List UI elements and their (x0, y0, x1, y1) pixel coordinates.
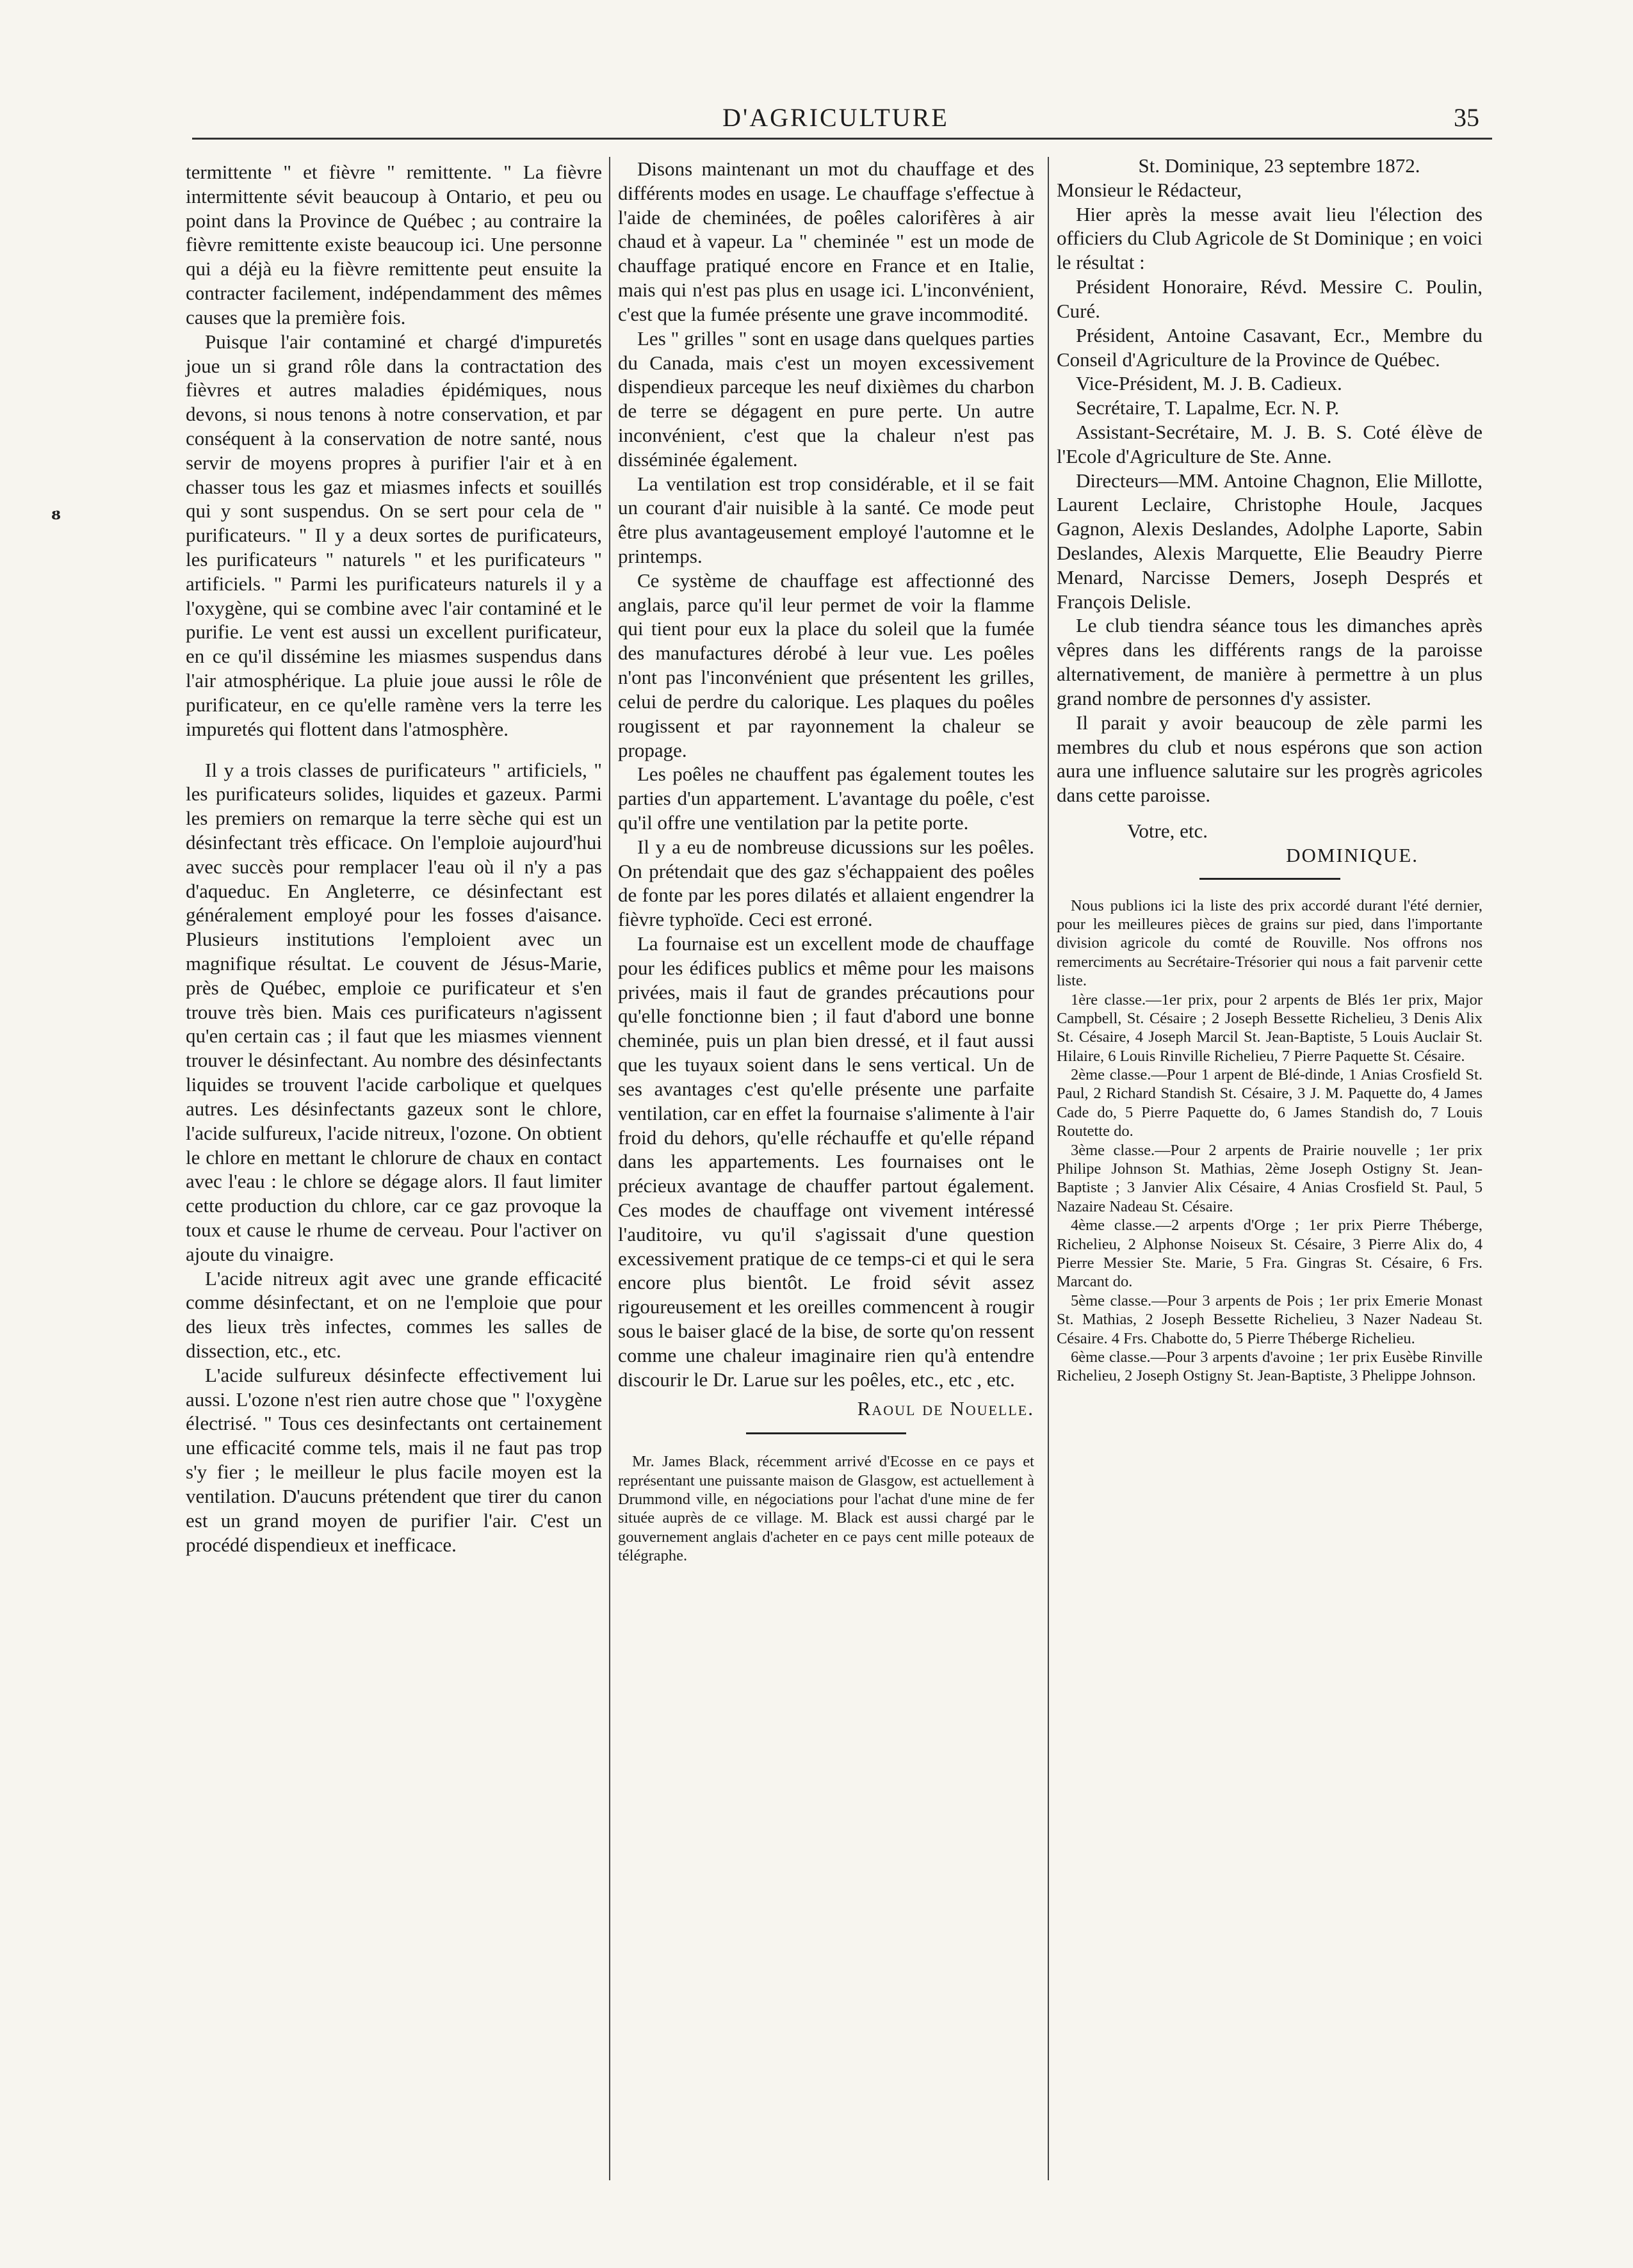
prize-item: 3ème classe.—Pour 2 arpents de Prairie nouvelle ; 1er prix Philipe Johnson St. Mathias, 2ème Joseph Ostigny St. Jean-Baptiste ; 3 Janvier Alix Césaire, 4 Anias Crosfield St. Paul, 5 Nazaire Nadeau St. Césaire. (1057, 1141, 1483, 1215)
paragraph: Il parait y avoir beaucoup de zèle parmi les membres du club et nous espérons que son action aura une influence salutaire sur les progrès agricoles dans cette paroisse. (1057, 711, 1483, 807)
prize-item: 2ème classe.—Pour 1 arpent de Blé-dinde, 1 Anias Crosfield St. Paul, 2 Richard Standish St. Césaire, 3 J. M. Paquette do, 4 James Cade do, 5 Pierre Paquette do, 6 James Standish do, 7 Louis Routette do. (1057, 1066, 1483, 1140)
prize-intro: Nous publions ici la liste des prix accordé durant l'été dernier, pour les meilleures pièces de grains sur pied, dans l'importante division agricole du comté de Rouville. Nos offrons nos remerciments au Secrétaire-Trésorier qui nous a fait parvenir cette liste. (1057, 896, 1483, 990)
prize-item: 6ème classe.—Pour 3 arpents d'avoine ; 1er prix Eusèbe Rinville Richelieu, 2 Joseph Ostigny St. Jean-Baptiste, 3 Phelippe Johnson. (1057, 1348, 1483, 1385)
letter-signature: DOMINIQUE. (1286, 843, 1418, 866)
paragraph: La fournaise est un excellent mode de chauffage pour les édifices publics et même pour les maisons privées, mais il faut de grandes précautions pour qu'elle fonctionne bien ; il faut d'abord une bonne cheminée, puis un plan bien dressé, et il faut aussi que les tuyaux soient dans le sens vertical. Un de ses avantages c'est qu'elle présente une parfaite ventilation, car en effet la fournaise s'alimente à l'air froid du dehors, qu'elle réchauffe et qu'elle répand dans les appartements. Les fournaises ont le précieux avantage de chauffer partout également. Ces modes de chauffage ont vivement intéressé l'auditoire, vu qu'il s'agissait d'une question excessivement pratique de ce temps-ci et qui le sera encore plus bientôt. Le froid sévit assez rigoureusement et les oreilles commencent à rougir sous le baiser glacé de la bise, de sorte qu'on ressent comme une chaleur imaginaire rien qu'à entendre discourir le Dr. Larue sur les poêles, etc., etc , etc. (618, 932, 1034, 1391)
prize-item: 1ère classe.—1er prix, pour 2 arpents de Blés 1er prix, Major Campbell, St. Césaire ; 2 Joseph Bessette Richelieu, 3 Denis Alix St. Césaire, 4 Joseph Marcil St. Jean-Baptiste, 5 Louis Auclair St. Hilaire, 6 Louis Rinville Richelieu, 7 Pierre Paquette St. Césaire. (1057, 991, 1483, 1065)
paragraph: Disons maintenant un mot du chauffage et des différents modes en usage. Le chauffage s'effectue à l'aide de cheminées, de poêles calorifères à air chaud et à vapeur. La " cheminée " est un mode de chauffage pratiqué encore en France et en Italie, mais qui n'est pas plus en usage ici. L'inconvénient, c'est que la fumée présente une grave incommodité. (618, 158, 1034, 325)
paragraph: La ventilation est trop considérable, et il se fait un courant d'air nuisible à la santé. Ce mode peut être plus avantageusement employé l'automne et le printemps. (618, 472, 1034, 567)
paragraph: termittente " et fièvre " remittente. " La fièvre intermittente sévit beaucoup à Ontario, et peu ou point dans la Province de Québec ; au contraire la fièvre remittente existe beaucoup ici. Une personne qui a déjà eu la fièvre remittente peut ensuite la contracter facilement, indépendamment des mêmes causes que la première fois. (186, 161, 602, 328)
running-title: D'AGRICULTURE (722, 103, 949, 132)
salutation: Monsieur le Rédacteur, (1057, 178, 1242, 201)
news-note: Mr. James Black, récemment arrivé d'Ecosse en ce pays et représentant une puissante maison de Glasgow, est actuellement à Drummond ville, en négociations pour l'achat d'une mine de fer située auprès de ce village. M. Black est aussi chargé par le gouvernement anglais d'acheter en ce pays cent mille poteaux de télégraphe. (618, 1453, 1034, 1565)
paragraph: Les poêles ne chauffent pas également toutes les parties d'un appartement. L'avantage du poêle, c'est qu'il offre une ventilation par la petite porte. (618, 763, 1034, 834)
dateline: St. Dominique, 23 septembre 1872. (1138, 154, 1420, 177)
paragraph: L'acide sulfureux désinfecte effectivement lui aussi. L'ozone n'est rien autre chose que " l'oxygène électrisé. " Tous ces desinfectants ont certainement une efficacité comme tels, mais il ne faut pas trop s'y fier ; le meilleur le plus facile moyen est la ventilation. D'aucuns prétendent que tirer du canon est un grand moyen de purifier l'air. C'est un procédé dispendieux et inefficace. (186, 1363, 602, 1556)
column-3 (1057, 154, 1483, 1386)
spacer (186, 741, 602, 758)
paragraph: Président Honoraire, Révd. Messire C. Poulin, Curé. (1057, 275, 1483, 322)
paragraph: Président, Antoine Casavant, Ecr., Membre du Conseil d'Agriculture de la Province de Québec. (1057, 323, 1483, 371)
paragraph: Hier après la messe avait lieu l'élection des officiers du Club Agricole de St Dominique ; en voici le résultat : (1057, 202, 1483, 274)
header-rule (192, 138, 1492, 140)
column-1 (186, 160, 602, 1557)
column-divider-1 (609, 157, 610, 2180)
paragraph: Ce système de chauffage est affectionné des anglais, parce qu'il leur permet de voir la flamme qui tient pour eux la place du soleil que la fumée des manufactures dérobé à leur vue. Les poêles n'ont pas l'inconvénient que présentent les grilles, celui de perdre du calorique. Les plaques du poêles rougissent et par rayonnement la chaleur se propage. (618, 569, 1034, 761)
column-divider-2 (1048, 157, 1049, 2180)
paragraph: Il y a trois classes de purificateurs " artificiels, " les purificateurs solides, liquides et gazeux. Parmi les premiers on remarque la terre sèche qui est un désinfectant très efficace. On l'emploie aujourd'hui avec succès pour remplacer l'eau où il n'y a pas d'aqueduc. En Angleterre, ce désinfectant est généralement employé pour les fosses d'aisance. Plusieurs institutions l'emploient avec un magnifique résultat. Le couvent de Jésus-Marie, près de Québec, emploie ce purificateur et s'en trouve très bien. Mais ces purificateurs n'agissent qu'en certain cas ; il faut que les miasmes viennent trouver le désinfectant. Au nombre des désinfectants liquides se trouvent l'acide carbolique et quelques autres. Les désinfectants gazeux sont le chlore, l'acide sulfureux, l'acide nitreux, l'ozone. On obtient le chlore en mettant le chlorure de chaux en contact avec l'eau : le chlore se dégage alors. Il faut limiter cette production du chlore, car ce gaz provoque la toux et cause le rhume de cerveau. Pour l'activer on ajoute du vinaigre. (186, 758, 602, 1265)
section-separator (746, 1432, 906, 1434)
margin-mark: ᴕ (51, 503, 61, 524)
paragraph: Puisque l'air contaminé et chargé d'impuretés joue un si grand rôle dans la contractation des fièvres et autres maladies épidémiques, nous devons, si nous tenons à notre conservation, et par conséquent à la conservation de notre santé, nous servir de moyens propres à purifier l'air et à en chasser tous les gaz et miasmes infects et souillés qui y sont suspendus. On se sert pour cela de " purificateurs. " Il y a deux sortes de purificateurs, les purificateurs " naturels " et les purificateurs " artificiels. " Parmi les purificateurs naturels il y a l'oxygène, qui se combine avec l'air contaminé et le purifie. Le vent est aussi un excellent purificateur, en ce qu'il dissémine les miasmes suspendus dans l'air atmosphérique. La pluie joue aussi le rôle de purificateur, en ce qu'elle ramène vers la terre les impuretés qui flottent dans l'atmosphère. (186, 330, 602, 740)
paragraph: Les " grilles " sont en usage dans quelques parties du Canada, mais c'est un moyen excessivement dispendieux parceque les neuf dixièmes du charbon de terre se dégagent en pure perte. Un autre inconvénient, c'est que la chaleur n'est pas disséminée également. (618, 327, 1034, 471)
article-signature: Raoul de Nouelle. (857, 1397, 1034, 1420)
column-2 (618, 157, 1034, 1566)
section-separator (1199, 878, 1340, 880)
paragraph: L'acide nitreux agit avec une grande efficacité comme désinfectant, et on ne l'emploie que pour des lieux très infectes, commes les salles de dissection, etc., etc. (186, 1267, 602, 1362)
page-header (179, 102, 1492, 141)
paragraph: Assistant-Secrétaire, M. J. B. S. Coté élève de l'Ecole d'Agriculture de Ste. Anne. (1057, 420, 1483, 467)
closing: Votre, etc. (1127, 819, 1208, 842)
paragraph: Secrétaire, T. Lapalme, Ecr. N. P. (1076, 396, 1340, 419)
paragraph: Vice-Président, M. J. B. Cadieux. (1076, 372, 1342, 395)
paragraph: Le club tiendra séance tous les dimanches après vêpres dans les différents rangs de la paroisse alternativement, de manière à permettre à un plus grand nombre de personnes d'y assister. (1057, 614, 1483, 709)
paragraph: Directeurs—MM. Antoine Chagnon, Elie Millotte, Laurent Leclaire, Christophe Houle, Jacques Gagnon, Alexis Deslandes, Adolphe Laporte, Sabin Deslandes, Alexis Marquette, Elie Beaudry Pierre Menard, Narcisse Demers, Joseph Després et François Delisle. (1057, 469, 1483, 613)
paragraph: Il y a eu de nombreuse dicussions sur les poêles. On prétendait que des gaz s'échappaient des poêles de fonte par les pores dilatés et allaient engendrer la fièvre typhoïde. Ceci est erroné. (618, 835, 1034, 931)
prize-item: 5ème classe.—Pour 3 arpents de Pois ; 1er prix Emerie Monast St. Mathias, 2 Joseph Bessette Richelieu, 3 Nazer Nadeau St. Césaire. 4 Frs. Chabotte do, 5 Pierre Théberge Richelieu. (1057, 1292, 1483, 1347)
page-number: 35 (1454, 103, 1479, 132)
prize-item: 4ème classe.—2 arpents d'Orge ; 1er prix Pierre Théberge, Richelieu, 2 Alphonse Noiseux St. Césaire, 3 Pierre Alix do, 4 Pierre Messier Ste. Marie, 5 Fra. Gingras St. Césaire, 6 Frs. Marcant do. (1057, 1217, 1483, 1291)
